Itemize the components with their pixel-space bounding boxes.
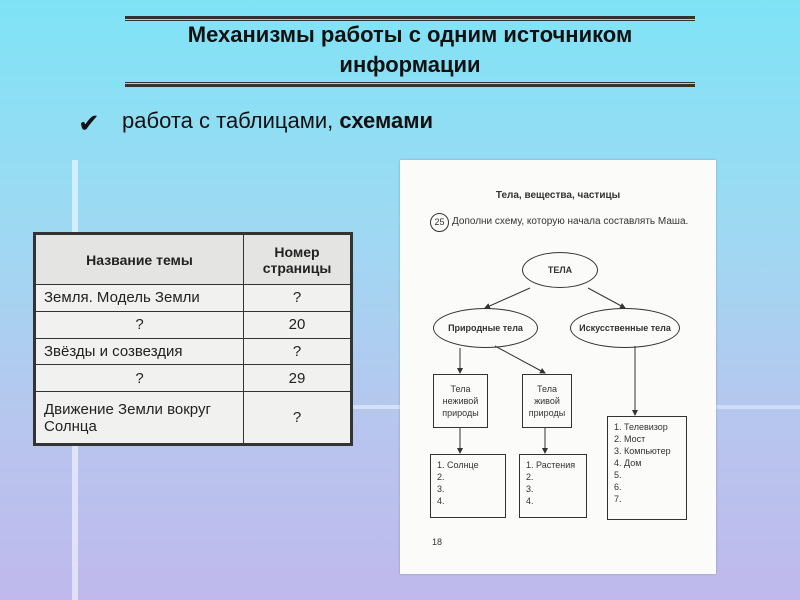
list-item: 6. [614,482,622,492]
table-row [36,392,351,444]
slide-title [125,20,695,80]
slide-title-line1: Механизмы работы с одним источником [187,22,633,47]
table-cell-page: 20 [244,311,351,338]
list-item: 2. [437,472,445,482]
checkmark-icon: ✔ [78,108,100,138]
table-row [36,338,351,365]
arrow-root-artificial [588,288,625,308]
scheme-living: Тела живой природы [522,374,572,428]
table-row [36,311,351,338]
list-item: 4. [526,496,534,506]
header-page: Номер страницы [244,235,351,285]
table-cell-page: ? [244,338,351,365]
textbook-page-image [400,160,716,574]
list-item: 4. [437,496,445,506]
task-number-badge: 25 [430,213,449,232]
page-number: 18 [432,537,443,547]
scheme-artificial-list [607,416,687,520]
list-item: 4. Дом [614,458,642,468]
list-item: 7. [614,494,622,504]
title-rule-bottom-thin [125,82,695,83]
table-cell-topic: ? [36,311,244,338]
table-row [36,285,351,312]
scheme-natural: Природные тела [433,308,538,348]
list-item: 1. Растения [526,460,576,470]
bullet-text-bold: схемами [339,108,433,133]
scheme-nonliving-list [430,454,506,518]
list-item: 5. [614,470,622,480]
table-cell-topic: Земля. Модель Земли [36,285,244,312]
title-rule-bottom [125,84,695,87]
list-item: 2. [526,472,534,482]
table-cell-page: 29 [244,365,351,392]
arrow-natural-living [495,346,545,373]
topics-table-image [33,232,353,446]
list-item: 3. [526,484,534,494]
table-cell-topic: ? [36,365,244,392]
bullet-text-plain: работа с таблицами, [122,108,340,133]
scheme-living-list [519,454,587,518]
scheme-artificial: Искусственные тела [570,308,680,348]
arrow-root-natural [485,288,530,308]
table-cell-topic: Звёзды и созвездия [36,338,244,365]
list-item: 1. Солнце [437,460,479,470]
bullet-text [122,108,433,134]
task-text: Дополни схему, которую начала составлять Маша. [452,216,689,227]
list-item: 3. Компьютер [614,446,671,456]
list-item: 1. Телевизор [614,422,668,432]
list-item: 3. [437,484,445,494]
table-row [36,365,351,392]
slide-title-line2: информации [339,52,481,77]
table-cell-page: ? [244,285,351,312]
page-header: Тела, вещества, частицы [495,190,621,201]
scheme-root: ТЕЛА [522,252,598,288]
header-topic: Название темы [36,235,244,285]
scheme-nonliving: Тела неживой природы [433,374,488,428]
topics-table [35,234,351,444]
table-cell-page: ? [244,392,351,444]
table-cell-topic: Движение Земли вокруг Солнца [36,392,244,444]
title-rule-top [125,16,695,19]
list-item: 2. Мост [614,434,646,444]
